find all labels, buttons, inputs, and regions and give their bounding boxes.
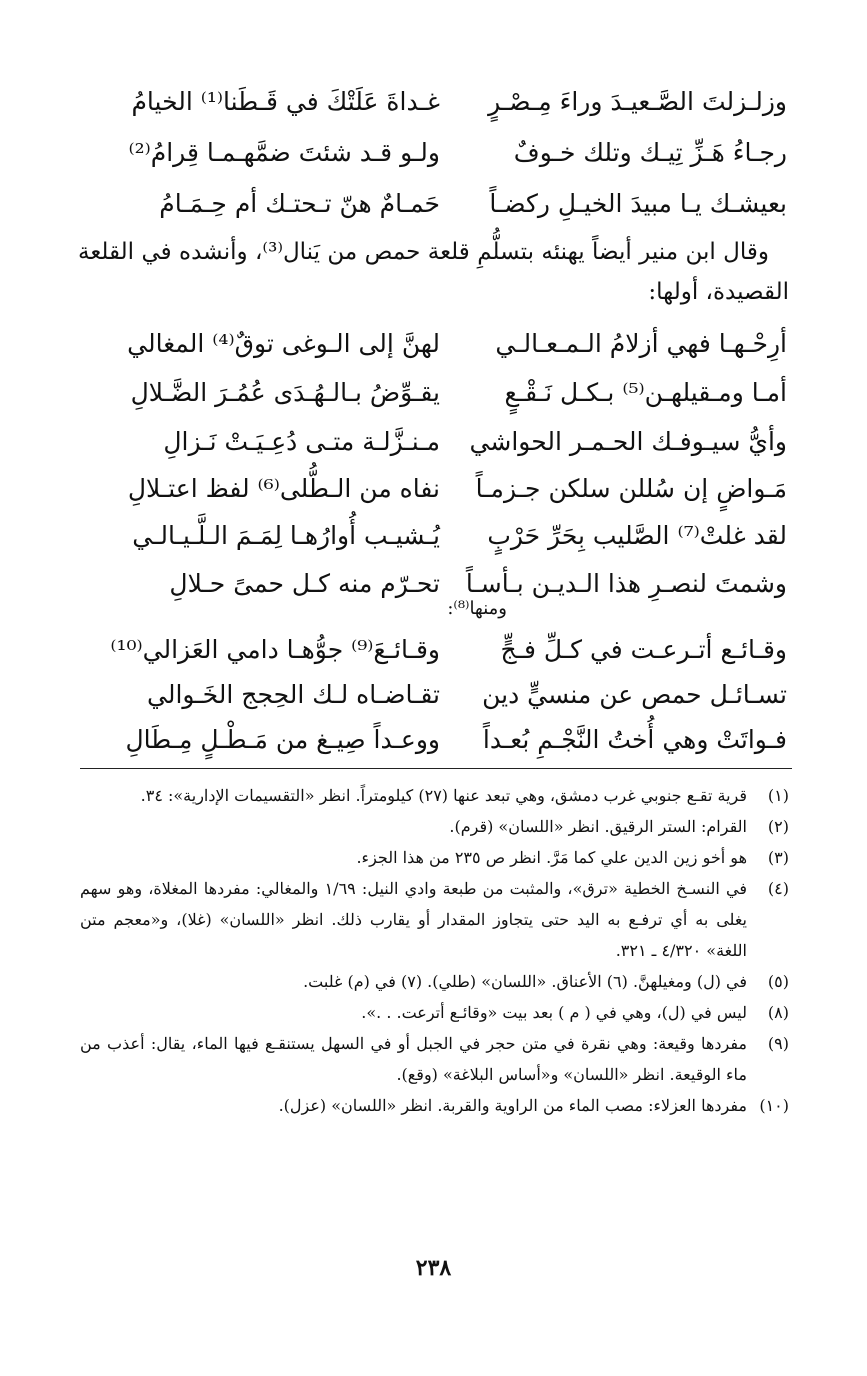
footnote — [80, 873, 789, 966]
footnote-text: القرام: الستر الرقيق. انظر «اللسان» (قرم). — [449, 817, 747, 836]
footnote — [80, 780, 789, 811]
verse-line — [70, 514, 797, 558]
verse-first-hemistich: وأيُّ سيـوفـك الحـمـر الحواشي — [469, 427, 787, 456]
verse-second-hemistich: نفاه من الـطُّلى⁽⁶⁾ لفظ اعتـلالِ — [127, 474, 440, 503]
verse-second-hemistich: مـنـزَّلـة متـى دُعِـيَـتْ نَـزالِ — [163, 427, 440, 456]
footnote — [80, 1028, 789, 1090]
footnote-number: (٩) — [767, 1034, 789, 1053]
prose-paragraph: وقال ابن منير أيضاً يهنئه بتسلُّمِ قلعة حمص من يَنال⁽³⁾، وأنشده في القلعة القصيدة، أولها: — [78, 239, 789, 305]
verse-first-hemistich: رجـاءُ هَـزِّ تِيـك وتلك خـوفٌ — [513, 138, 787, 167]
footnote-text: مفردها وقيعة: وهي نقرة في متن حجر في الجبل أو في السهل يستنقـع فيها الماء، يقال: أعذب من ماء الوقيعة. انظر «اللسان» و«أساس البلاغة» (وقع). — [80, 1034, 747, 1084]
footnote-number: (٢) — [767, 817, 789, 836]
verse-first-hemistich: وقـائـع أتـرعـت في كـلِّ فـجٍّ — [500, 635, 787, 664]
verse-line — [70, 131, 797, 175]
verse-first-hemistich: لقد غلتْ⁽⁷⁾ الصَّليب بِحَرِّ حَرْبٍ — [487, 521, 787, 550]
verse-first-hemistich: وزلـزلتَ الصَّـعيـدَ وراءَ مِـصْـرٍ — [488, 87, 787, 116]
footnote-text: قرية تقـع جنوبي غرب دمشق، وهي تبعد عنها (٢٧) كيلومتراً. انظر «التقسيمات الإدارية»: ٣٤. — [140, 786, 747, 805]
footnote-text: مفردها العزلاء: مصب الماء من الراوية والقربة. انظر «اللسان» (عزل). — [278, 1096, 747, 1115]
verse-first-hemistich: بعيشـك يـا مبيدَ الخيـلِ ركضـاً — [489, 189, 787, 218]
verse-line — [70, 322, 797, 366]
verse-second-hemistich: لهنَّ إلى الـوغى توقٌ⁽⁴⁾ المغالي — [127, 329, 440, 358]
footnote — [80, 966, 789, 997]
verse-second-hemistich: يقـوِّضُ بـالـهُـدَى عُمُـرَ الضَّـلالِ — [130, 378, 440, 407]
footnote-number: (٣) — [767, 848, 789, 867]
footnote-separator — [80, 768, 792, 769]
footnote-text: في (ل) ومغيلهنَّ. (٦) الأعناق. «اللسان» (طلي). (٧) في (م) غلبت. — [303, 972, 747, 991]
verse-first-hemistich: أرِحْـهـا فهي أزلامُ الـمـعـالـي — [495, 329, 787, 358]
verse-line — [70, 182, 797, 226]
verse-line — [70, 628, 797, 672]
verse-line — [70, 371, 797, 415]
verse-first-hemistich: أمـا ومـقيلهـن⁽⁵⁾ بـكـل نَـقْـعٍ — [504, 378, 787, 407]
footnote-number: (١٠) — [759, 1096, 789, 1115]
verse-first-hemistich: وشمتَ لنصـرِ هذا الـديـن بـأسـاً — [465, 569, 787, 598]
verse-line — [70, 718, 797, 762]
footnote-text: ليس في (ل)، وهي في ( م ) بعد بيت «وقائـع أترعت. . .». — [361, 1003, 747, 1022]
verse-second-hemistich: تحـرّم منه كـل حمىً حـلالِ — [169, 569, 440, 598]
verse-second-hemistich: يُـشيـب أُوارُهـا لِمَـمَ الـلَّـيـالـي — [132, 521, 440, 550]
verse-second-hemistich: حَمـامٌ هنّ تـحتـك أم حِـمَـامُ — [159, 189, 440, 218]
footnote — [80, 842, 789, 873]
footnote-number: (١) — [767, 786, 789, 805]
footnote — [80, 997, 789, 1028]
verse-line — [70, 80, 797, 124]
footnote — [80, 1090, 789, 1121]
verse-second-hemistich: وقـائـعَ⁽⁹⁾ جوُّهـا دامي العَزالي⁽¹⁰⁾ — [110, 635, 440, 664]
verse-second-hemistich: تقـاضـاه لـك الحِجج الخَـوالي — [147, 680, 440, 709]
footnote-number: (٤) — [767, 879, 789, 898]
footnote-number: (٥) — [767, 972, 789, 991]
verse-first-hemistich: تسـائـل حمص عن منسيٍّ دين — [482, 680, 787, 709]
verse-first-hemistich: مَـواضٍ إن سُللن سلكن جـزمـاً — [475, 474, 787, 503]
footnote-number: (٨) — [767, 1003, 789, 1022]
verse-second-hemistich: ووعـداً صِيـغ من مَـطْـلٍ مِـطَالِ — [125, 725, 440, 754]
footnote — [80, 811, 789, 842]
verse-line — [70, 420, 797, 464]
verse-second-hemistich: غـداةَ عَلَتْكَ في قَـطَنا⁽¹⁾ الخيامُ — [131, 87, 440, 116]
verse-first-hemistich: فـواتَتْ وهي أُختُ النَّجْـمِ بُعـداً — [482, 725, 787, 754]
verse-line — [70, 467, 797, 511]
transition-note: ومنها⁽⁸⁾: — [447, 598, 507, 619]
footnote-text: في النسـخ الخطية «ترق»، والمثبت من طبعة وادي النيل: ١/٦٩ والمغالي: مفردها المغلاة، وهو سهم يغلى به أي ترفـع به اليد حتى يتجاوز المقدار أو يقارب ذلك. انظر «اللسان» (غلا)، و«معجم متن اللغة» ٤/٣٢٠ ـ ٣٢١. — [80, 879, 748, 960]
footnotes — [80, 780, 789, 1121]
page-number: ٢٣٨ — [415, 1255, 452, 1281]
verse-line — [70, 673, 797, 717]
footnote-text: هو أخو زين الدين علي كما مَرَّ. انظر ص ٢٣٥ من هذا الجزء. — [356, 848, 747, 867]
verse-line — [70, 562, 797, 606]
verse-second-hemistich: ولـو قـد شئتَ ضمَّهـمـا قِرامُ⁽²⁾ — [128, 138, 440, 167]
